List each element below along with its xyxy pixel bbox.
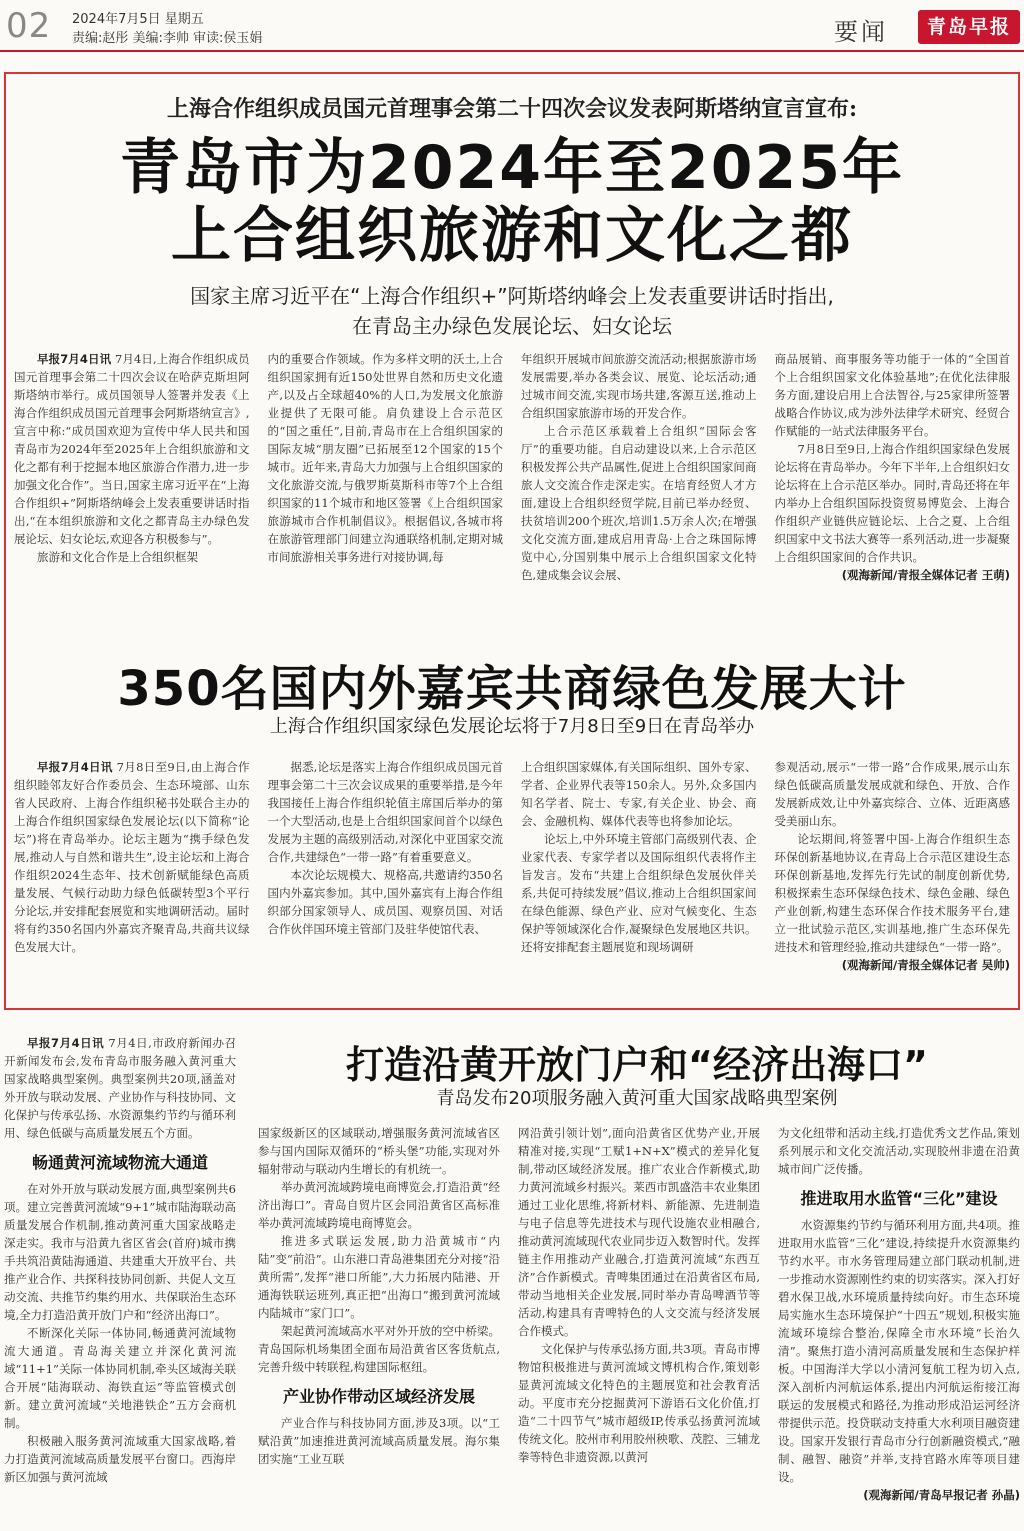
article1-paragraph: 旅游和文化合作是上合组织框架 <box>37 550 198 564</box>
article2-paragraph: 本次论坛规模大、规格高,共邀请约350名国内外嘉宾参加。其中,国外嘉宾有上海合作组织部分国家领导人、成员国、观察员国、对话合作伙伴国环境主管部门及驻华使馆代表、 <box>267 868 503 936</box>
article3-paragraph: 架起黄河流域高水平对外开放的空中桥梁。青岛国际机场集团全面布局沿黄省区客货航点,完善升级中转联程,构建国际枢纽。 <box>258 1324 500 1374</box>
article3-paragraph: 不断深化关际一体协同,畅通黄河流域物流大通道。青岛海关建立并深化黄河流域“11+1”关际一体协同机制,牵头区域海关联合开展“陆海联动、海铁直运”等监管模式创新。建立黄河流域“关地港铁企”五方会商机制。 <box>4 1326 236 1430</box>
article1-paragraph: 7月4日,上海合作组织成员国元首理事会第二十四次会议在哈萨克斯坦阿斯塔纳市举行。成员国领导人签署并发表《上海合作组织成员国元首理事会阿斯塔纳宣言》,宣言中称:“成员国欢迎为宣传中华人民共和国青岛市为2024年至2025年上合组织旅游和文化之都有利于挖掘本地区旅游合作潜力,进一步加强文化合作”。当日,国家主席习近平在“上海合作组织+”阿斯塔纳峰会上发表重要讲话时指出,“在本组织旅游和文化之都青岛主办绿色发展论坛、妇女论坛,欢迎各方积极参与”。 <box>14 352 250 546</box>
article3-subhead: 推进取用水监管“三化”建设 <box>800 1189 998 1208</box>
article2-paragraph: 7月8日至9日,由上海合作组织睦邻友好合作委员会、生态环境部、山东省人民政府、上海合作组织秘书处联合主办的上海合作组织国家绿色发展论坛(以下简称“论坛”)将在青岛举办。论坛主题为“携手绿色发展,推动人与自然和谐共生”,设主论坛和上海合作组织2024生态年、技术创新赋能绿色高质量发展、气候行动助力绿色低碳转型3个平行分论坛,并安排配套展览和实地调研活动。届时将有约350名国内外嘉宾齐聚青岛,共商共议绿色发展大计。 <box>14 760 250 954</box>
article3-paragraph: 网沿黄引领计划”,面向沿黄省区优势产业,开展精准对接,实现“工赋1+N+X”模式的差异化复制,带动区域经济发展。推广农业合作新模式,助力黄河流域乡村振兴。莱西市凯盛浩丰农业集团通过工业化思维,将新材料、新能源、先进制造与电子信息等先进技术与现代设施农业相融合,推动黄河流域现代农业同步迈入数智时代。发挥链主作用推动产业融合,打造黄河流域“东西互济”合作新模式。青啤集团通过在沿黄省区布局,带动当地相关企业发展,同时举办青岛啤酒节等活动,构建具有青啤特色的人文交流与经济发展合作模式。 <box>518 1126 760 1338</box>
article2-column-3 <box>521 758 757 996</box>
article1-kicker: 上海合作组织成员国元首理事会第二十四次会议发表阿斯塔纳宣言宣布: <box>166 96 858 122</box>
article1-paragraph: 上合示范区承载着上合组织“国际会客厅”的重要功能。自启动建设以来,上合示范区积极发挥公共产品属性,促进上合组织国家间商旅人文交流合作走深走实。在培育经贸人才方面,建设上合组织经贸学院,目前已举办经贸、扶贫培训200个班次,培训1.5万余人次;在增强文化交流方面,建成启用青岛·上合之珠国际博览中心,分国别集中展示上合组织国家文化特色,建成集会议会展、 <box>521 424 757 582</box>
article1-body <box>14 350 1010 622</box>
article1-paragraph: 年组织开展城市间旅游交流活动;根据旅游市场发展需要,举办各类会议、展览、论坛活动;通过城市间交流,实现市场共建,客源互送,推动上合组织国家旅游市场的开发合作。 <box>521 352 757 420</box>
article1-column-2 <box>268 350 504 622</box>
section-name: 要闻 <box>834 18 888 46</box>
article2-column-4 <box>775 758 1011 996</box>
article1-paragraph: 商品展销、商事服务等功能于一体的“全国首个上合组织国家文化体验基地”;在优化法律服务方面,建设启用上合法智谷,与25家律所签署战略合作协议,成为涉外法律学术研究、经贸合作赋能的一站式法律服务平台。 <box>774 352 1010 438</box>
article3-paragraph: 在对外开放与联动发展方面,典型案例共6项。建立完善黄河流域“9+1”城市陆海联动高质量发展合作机制,推动黄河重大国家战略走深走实。我市与沿黄九省区省会(首府)城市携手共筑沿黄陆海通道、共建重大开放平台、共推产业合作、共探科技协同创新、共促人文互动交流、共推节约集约用水、共保联治生态环境,全力打造沿黄开放门户和“经济出海口”。 <box>4 1182 236 1322</box>
article3-paragraph: 水资源集约节约与循环利用方面,共4项。推进取用水监管“三化”建设,持续提升水资源集约节约水平。市水务管理局建立部门联动机制,进一步推动水资源刚性约束的切实落实。深入打好碧水保卫战,水环境质量持续向好。市生态环境局实施水生态环境保护“十四五”规划,积极实施流域环境综合整治,保障全市水环境“长治久清”。聚焦打造小清河高质量发展和生态保护样板。中国海洋大学以小清河复航工程为切入点,深入剖析内河航运体系,提出内河航运衔接江海联运的发展模式和路径,为推动形成沿运河经济带提供示范。投贷联动支持重大水利项目融资建设。国家开发银行青岛市分行创新融资模式,“融制、融智、融资”并举,支持官路水库等项目建设。 <box>778 1218 1020 1484</box>
article2-paragraph: 上合组织国家媒体,有关国际组织、国外专家、学者、企业界代表等150余人。另外,众多国内知名学者、院士、专家,有关企业、协会、商会、金融机构、媒体代表等也将参加论坛。 <box>521 760 757 828</box>
article3-column-2 <box>258 1124 500 1528</box>
article2-dateline: 早报7月4日讯 <box>37 760 113 774</box>
article3-column-3 <box>518 1124 760 1528</box>
article3-paragraph: 国家级新区的区域联动,增强服务黄河流域省区参与国内国际双循环的“桥头堡”功能,实现对外辐射带动与联动内生增长的有机统一。 <box>258 1126 500 1176</box>
article2-body <box>14 758 1010 996</box>
masthead <box>0 0 1024 52</box>
article3-paragraph: 举办黄河流域跨境电商博览会,打造沿黄“经济出海口”。青岛自贸片区会同沿黄省区高标准举办黄河流域跨境电商博览会。 <box>258 1180 500 1230</box>
article2-subtitle: 上海合作组织国家绿色发展论坛将于7月8日至9日在青岛举办 <box>269 716 755 737</box>
article1-paragraph: 7月8日至9日,上海合作组织国家绿色发展论坛将在青岛举办。今年下半年,上合组织妇女论坛将在上合示范区举办。同时,青岛还将在年内举办上合组织国际投资贸易博览会、上海合作组织产业链供应链论坛、上合之夏、上合组织国家中文书法大赛等一系列活动,进一步凝聚上合组织国家间的合作共识。 <box>774 442 1010 564</box>
article1-headline-line2: 上合组织旅游和文化之都 <box>171 201 853 271</box>
article2-column-2 <box>268 758 504 996</box>
article3-paragraph: 为文化纽带和活动主线,打造优秀文艺作品,策划系列展示和文化交流活动,实现胶州非遗在沿黄城市间广泛传播。 <box>778 1126 1020 1176</box>
article3-headline: 打造沿黄开放门户和“经济出海口” <box>346 1043 928 1087</box>
article1-headline-line1: 青岛市为2024年至2025年 <box>120 133 904 203</box>
article3-column-1 <box>4 1034 236 1528</box>
article3-subhead: 畅通黄河流域物流大通道 <box>31 1153 208 1172</box>
article3-paragraph: 文化保护与传承弘扬方面,共3项。青岛市博物馆积极推进与黄河流域文博机构合作,策划彰显黄河流域文化特色的主题展览和社会教育活动。平度市充分挖掘黄河下游语石文化价值,打造“二十四节气”城市超级IP,传承弘扬黄河流域传统文化。胶州市利用胶州秧歌、茂腔、三辅龙拳等特色非遗资源,以黄河 <box>518 1342 760 1464</box>
article3-subtitle: 青岛发布20项服务融入黄河重大国家战略典型案例 <box>436 1088 838 1109</box>
article2-byline: (观海新闻/青报全媒体记者 吴帅) <box>841 958 1010 972</box>
article1-dateline: 早报7月4日讯 <box>37 352 112 366</box>
article1-subtitle-line2: 在青岛主办绿色发展论坛、妇女论坛 <box>352 314 672 338</box>
article3-body <box>258 1124 1020 1528</box>
editor-credits: 责编:赵彤 美编:李帅 审读:侯玉娟 <box>72 31 263 46</box>
article1-paragraph: 内的重要合作领域。作为多样文明的沃土,上合组织国家拥有近150处世界自然和历史文化遗产,以及占全球超40%的人口,为发展文化旅游业提供了无限可能。肩负建设上合示范区的“国之重任”,目前,青岛市在上合组织国家的国际友城“朋友圈”已拓展至12个国家的15个城市。近年来,青岛大力加强与上合组织国家的文化旅游交流,与俄罗斯莫斯科市等7个上合组织国家的11个城市和地区签署《上合组织国家旅游城市合作机制倡议》。根据倡议,各城市将在旅游管理部门间建立沟通联络机制,定期对城市间旅游相关事务进行对接协调,每 <box>267 352 503 564</box>
article2-headline: 350名国内外嘉宾共商绿色发展大计 <box>117 661 907 717</box>
article3-paragraph: 推进多式联运发展,助力沿黄城市“内陆”变“前沿”。山东港口青岛港集团充分对接“沿黄所需”,发挥“港口所能”,大力拓展内陆港、开通海铁联运班列,真正把“出海口”搬到黄河流域内陆城市“家门口”。 <box>258 1234 500 1320</box>
article2-paragraph: 据悉,论坛是落实上海合作组织成员国元首理事会第二十三次会议成果的重要举措,是今年我国接任上海合作组织轮值主席国后举办的第一个大型活动,也是上合组织国家间首个以绿色发展为主题的高级别活动,对深化中亚国家交流合作,共建绿色“一带一路”有着重要意义。 <box>267 760 503 864</box>
article3-byline: (观海新闻/青岛早报记者 孙晶) <box>863 1488 1020 1502</box>
newspaper-logo: 青岛早报 <box>918 10 1020 44</box>
article3-dateline: 早报7月4日讯 <box>27 1036 105 1050</box>
article1-column-3 <box>521 350 757 622</box>
article2-paragraph: 论坛上,中外环境主管部门高级别代表、企业家代表、专家学者以及国际组织代表将作主旨发言。发布“共建上合组织绿色发展伙伴关系,共促可持续发展”倡议,推动上合组织国家间在绿色能源、绿色产业、应对气候变化、生态保护等领域深化合作,凝聚绿色发展地区共识。还将安排配套主题展览和现场调研 <box>521 832 757 954</box>
article3-column-4 <box>778 1124 1020 1528</box>
article1-byline: (观海新闻/青报全媒体记者 王萌) <box>841 568 1010 582</box>
article3-paragraph: 积极融入服务黄河流域重大国家战略,着力打造黄河流域高质量发展平台窗口。西海岸新区加强与黄河流域 <box>4 1434 236 1484</box>
article1-column-4 <box>775 350 1011 622</box>
article1-column-1 <box>14 350 250 622</box>
article2-paragraph: 论坛期间,将签署中国-上海合作组织生态环保创新基地协议,在青岛上合示范区建设生态环保创新基地,发挥先行先试的制度创新优势,积极探索生态环保绿色技术、绿色金融、绿色产业创新,构建生态环保合作技术服务平台,建立一批试验示范区,实训基地,推广生态环保先进技术和管理经验,推动共建绿色“一带一路”。 <box>774 832 1010 954</box>
article2-column-1 <box>14 758 250 996</box>
page-number: 02 <box>6 6 52 46</box>
issue-date: 2024年7月5日 星期五 <box>72 12 204 27</box>
article2-paragraph: 参观活动,展示“一带一路”合作成果,展示山东绿色低碳高质量发展成就和绿色、开放、合作发展新成效,让中外嘉宾综合、立体、近距离感受美丽山东。 <box>774 760 1010 828</box>
article3-paragraph: 7月4日,市政府新闻办召开新闻发布会,发布青岛市服务融入黄河重大国家战略典型案例。典型案例共20项,涵盖对外开放与联动发展、产业协作与科技协同、文化保护与传承弘扬、水资源集约节约与循环利用、绿色低碳与高质量发展五个方面。 <box>4 1036 236 1140</box>
article1-subtitle-line1: 国家主席习近平在“上海合作组织+”阿斯塔纳峰会上发表重要讲话时指出, <box>190 284 834 308</box>
article3-subhead: 产业协作带动区域经济发展 <box>282 1387 475 1406</box>
article3-paragraph: 产业合作与科技协同方面,涉及3项。以“工赋沿黄”加速推进黄河流域高质量发展。海尔集团实施“工业互联 <box>258 1416 500 1466</box>
